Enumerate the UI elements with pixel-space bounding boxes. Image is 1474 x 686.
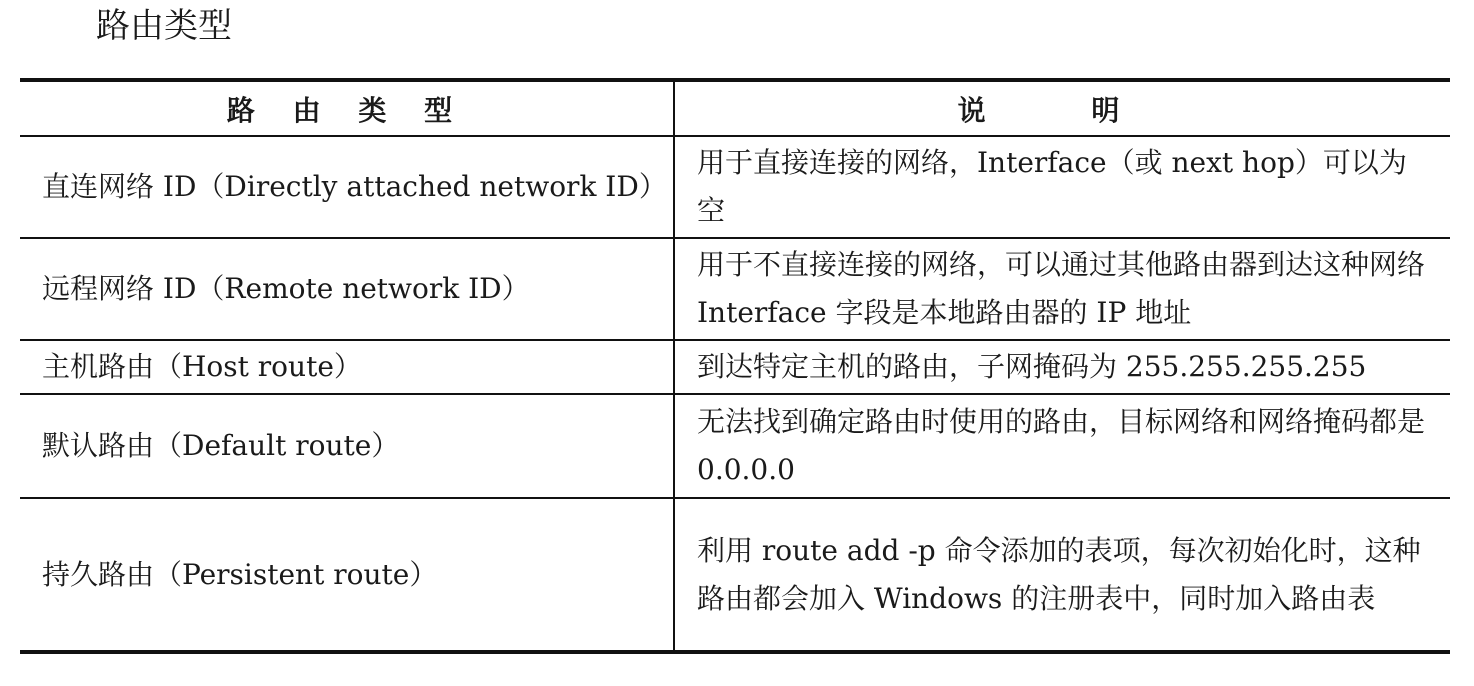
table-header-row [20,80,1450,136]
route-type-cell: 默认路由（Default route） [20,394,674,498]
table-row [20,498,1450,652]
page-title: 路由类型 [96,6,232,46]
table-row [20,394,1450,498]
route-type-cell: 直连网络 ID（Directly attached network ID） [20,136,674,238]
description-cell: 到达特定主机的路由，子网掩码为 255.255.255.255 [674,340,1450,394]
table-row [20,136,1450,238]
route-type-cell: 远程网络 ID（Remote network ID） [20,238,674,340]
description-cell: 用于不直接连接的网络，可以通过其他路由器到达这种网络 Interface 字段是本地路由器的 IP 地址 [674,238,1450,340]
description-cell: 无法找到确定路由时使用的路由，目标网络和网络掩码都是 0.0.0.0 [674,394,1450,498]
table-row [20,238,1450,340]
route-type-cell: 主机路由（Host route） [20,340,674,394]
column-header-description: 说 明 [674,80,1450,136]
route-type-cell: 持久路由（Persistent route） [20,498,674,652]
description-cell: 利用 route add -p 命令添加的表项，每次初始化时，这种路由都会加入 Windows 的注册表中，同时加入路由表 [674,498,1450,652]
route-types-table [20,78,1450,654]
table-row [20,340,1450,394]
description-cell: 用于直接连接的网络，Interface（或 next hop）可以为空 [674,136,1450,238]
column-header-route-type: 路 由 类 型 [20,80,674,136]
